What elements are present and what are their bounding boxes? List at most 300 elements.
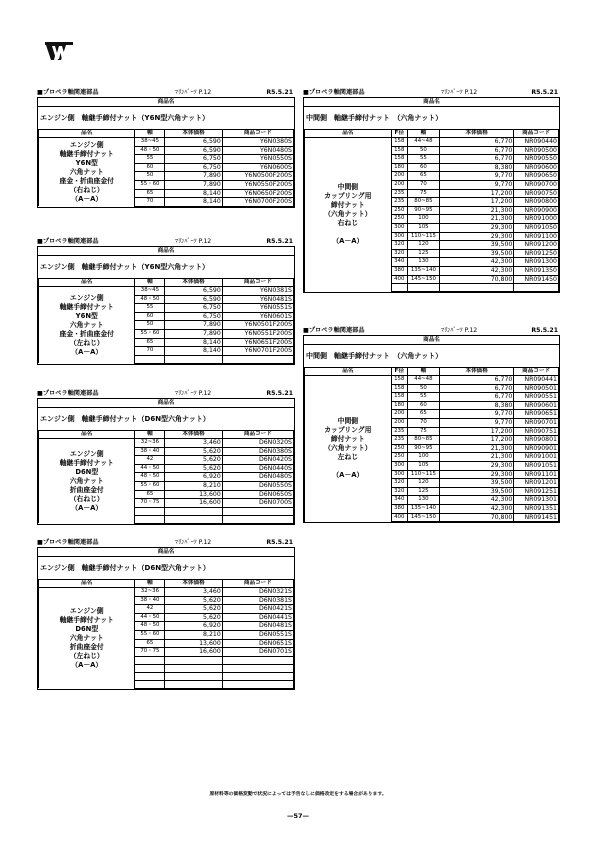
price-cell: 8,140 <box>165 347 222 356</box>
product-code-cell: NR090801 <box>514 436 559 445</box>
flange-diameter-cell: 400 <box>391 513 407 522</box>
shaft-size-cell: 130 <box>407 258 439 267</box>
shaft-size-cell: 44~48 <box>407 376 439 385</box>
item-name-line: カップリング用 <box>324 192 372 201</box>
price-cell: 6,590 <box>165 146 222 155</box>
product-code-cell: NR090600 <box>514 163 559 172</box>
product-code-cell: NR091350 <box>514 266 559 275</box>
product-code-cell: NR090441 <box>514 376 559 385</box>
empty-cell <box>135 664 165 672</box>
column-header: 本体価格 <box>165 580 222 588</box>
section-title: ■プロペラ軸関連部品 <box>37 539 99 546</box>
column-header: 本体価格 <box>165 431 222 439</box>
price-cell: 3,460 <box>165 588 222 597</box>
shaft-size-cell: 55 <box>135 304 165 313</box>
column-header: 商品コード <box>222 279 293 287</box>
item-name-line: （六角ナット） <box>324 444 372 453</box>
shaft-size-cell: 38~45 <box>135 287 165 296</box>
product-code-cell: D6N0380S <box>222 447 293 456</box>
price-cell: 7,890 <box>165 180 222 189</box>
shaft-size-cell: 50 <box>135 321 165 330</box>
item-name-line: D6N型 <box>75 624 99 633</box>
product-title: エンジン側 軸継手締付ナット（D6N型六角ナット） <box>38 408 294 431</box>
price-cell: 9,770 <box>440 180 514 189</box>
empty-cell <box>222 515 293 523</box>
price-cell: 6,750 <box>165 155 222 164</box>
price-cell: 9,770 <box>440 410 514 419</box>
shaft-size-cell: 105 <box>407 461 439 470</box>
price-cell: 6,770 <box>440 146 514 155</box>
item-name-line: （A－A） <box>332 471 364 480</box>
price-table <box>304 368 559 522</box>
table-header-row <box>305 130 559 138</box>
block-header <box>37 88 295 98</box>
section-title: ■プロペラ軸関連部品 <box>303 89 365 96</box>
item-name-line: 軸継手締付ナット <box>59 302 114 311</box>
shaft-size-cell: 50 <box>135 172 165 181</box>
empty-cell <box>222 355 293 363</box>
item-name-line: 六角ナット <box>69 167 104 176</box>
shaft-size-cell: 105 <box>407 223 439 232</box>
shaft-size-cell: 38~45 <box>135 138 165 147</box>
item-name-line: 六角ナット <box>69 320 104 329</box>
empty-cell <box>222 664 293 672</box>
column-header: 軸 <box>135 431 165 439</box>
product-code-cell: D6N0381S <box>222 596 293 605</box>
shaft-size-cell: 120 <box>407 241 439 250</box>
empty-cell <box>135 507 165 515</box>
shaft-size-cell: 110~115 <box>407 232 439 241</box>
product-code-cell: D6N0550S <box>222 481 293 490</box>
shaft-size-cell: 130 <box>407 496 439 505</box>
price-cell: 6,770 <box>440 138 514 147</box>
product-code-cell: NR090500 <box>514 146 559 155</box>
item-name-line <box>306 228 390 237</box>
table-row <box>39 287 294 296</box>
shaft-size-cell: 50 <box>407 146 439 155</box>
product-code-cell: NR091301 <box>514 496 559 505</box>
flange-diameter-cell: 250 <box>391 453 407 462</box>
product-code-cell: Y6N0501F200S <box>222 321 293 330</box>
price-cell: 9,770 <box>440 172 514 181</box>
column-header: 品名 <box>39 130 135 138</box>
shaft-size-cell: 60 <box>407 401 439 410</box>
table-row <box>305 376 559 385</box>
section-title: ■プロペラ軸関連部品 <box>37 238 99 245</box>
empty-cell <box>135 656 165 664</box>
block-body <box>37 548 295 690</box>
column-header: 商品コード <box>514 130 559 138</box>
column-header: 品名 <box>39 580 135 588</box>
product-code-cell: Y6N0551F200S <box>222 329 293 338</box>
price-block <box>303 326 560 523</box>
item-name-line: （右ねじ） <box>69 185 104 194</box>
item-name-cell <box>305 138 392 292</box>
price-cell: 29,300 <box>440 232 514 241</box>
item-name-line: （A－A） <box>71 503 103 512</box>
product-code-cell: NR090651 <box>514 410 559 419</box>
price-cell: 42,300 <box>440 496 514 505</box>
empty-cell <box>135 355 165 363</box>
price-cell: 6,770 <box>440 384 514 393</box>
flange-diameter-cell: 300 <box>391 461 407 470</box>
shaft-size-cell: 32~36 <box>135 439 165 448</box>
price-cell: 17,200 <box>440 436 514 445</box>
product-code-cell: Y6N0700F200S <box>222 198 293 207</box>
shaft-size-cell: 48・50 <box>135 295 165 304</box>
empty-cell <box>391 284 407 292</box>
empty-cell <box>222 680 293 688</box>
product-code-cell: Y6N0701F200S <box>222 347 293 356</box>
shaft-size-cell: 55 <box>135 155 165 164</box>
price-cell: 8,380 <box>440 401 514 410</box>
section-title: ■プロペラ軸関連部品 <box>303 327 365 334</box>
price-cell: 6,590 <box>165 138 222 147</box>
shaft-size-cell: 90~95 <box>407 444 439 453</box>
flange-diameter-cell: 158 <box>391 146 407 155</box>
product-code-cell: Y6N0381S <box>222 287 293 296</box>
block-header <box>37 237 295 247</box>
price-cell: 6,750 <box>165 304 222 313</box>
price-cell: 42,300 <box>440 266 514 275</box>
price-block <box>37 389 295 525</box>
shaft-size-cell: 75 <box>407 427 439 436</box>
price-cell: 29,300 <box>440 470 514 479</box>
price-date: R5.5.21 <box>266 238 293 245</box>
product-code-cell: D6N0321S <box>222 588 293 597</box>
shaft-size-cell: 50 <box>407 384 439 393</box>
item-name-line: 折曲座金付 <box>69 642 104 651</box>
price-cell: 8,140 <box>165 338 222 347</box>
shaft-size-cell: 75 <box>407 189 439 198</box>
price-date: R5.5.21 <box>531 327 558 334</box>
item-name-line <box>306 462 390 471</box>
product-title: エンジン側 軸継手締付ナット（Y6N型六角ナット） <box>38 256 294 279</box>
company-logo-icon <box>44 40 74 62</box>
price-cell: 5,620 <box>165 456 222 465</box>
empty-cell <box>514 284 559 292</box>
empty-cell <box>222 656 293 664</box>
item-name-line: Y6N型 <box>75 158 98 167</box>
column-header: 軸 <box>135 580 165 588</box>
price-block <box>37 538 295 690</box>
price-cell: 5,620 <box>165 613 222 622</box>
shaft-size-cell: 42 <box>135 456 165 465</box>
flange-diameter-cell: 400 <box>391 275 407 284</box>
empty-cell <box>222 672 293 680</box>
product-code-cell: Y6N0500F200S <box>222 172 293 181</box>
price-block <box>303 88 560 293</box>
price-cell: 39,500 <box>440 241 514 250</box>
product-code-cell: D6N0420S <box>222 456 293 465</box>
table-header-row <box>39 580 294 588</box>
product-code-cell: NR091051 <box>514 461 559 470</box>
table-row <box>39 588 294 597</box>
column-header: F径 <box>391 368 407 376</box>
empty-cell <box>222 507 293 515</box>
shaft-size-cell: 65 <box>135 338 165 347</box>
column-header: 軸 <box>135 130 165 138</box>
price-cell: 5,620 <box>165 605 222 614</box>
product-code-cell: NR090650 <box>514 172 559 181</box>
product-code-cell: NR090440 <box>514 138 559 147</box>
block-body <box>303 336 560 523</box>
shaft-size-cell: 55・60 <box>135 630 165 639</box>
product-code-cell: Y6N0481S <box>222 295 293 304</box>
shaft-size-cell: 70・75 <box>135 648 165 657</box>
price-cell: 6,920 <box>165 622 222 631</box>
product-code-cell: Y6N0380S <box>222 138 293 147</box>
shaft-size-cell: 38・40 <box>135 447 165 456</box>
column-header: 本体価格 <box>440 130 514 138</box>
empty-cell <box>135 672 165 680</box>
item-name-cell <box>39 138 135 207</box>
section-title: ■プロペラ軸関連部品 <box>37 89 99 96</box>
item-name-line: （左ねじ） <box>69 338 104 347</box>
shaft-size-cell: 90~95 <box>407 206 439 215</box>
empty-cell <box>407 284 439 292</box>
price-table <box>38 580 294 689</box>
price-table <box>38 431 294 524</box>
product-code-cell: Y6N0550F200S <box>222 180 293 189</box>
item-name-line: エンジン側 <box>69 606 104 615</box>
shaft-size-cell: 125 <box>407 487 439 496</box>
item-name-line: 軸継手締付ナット <box>59 149 114 158</box>
price-cell: 7,890 <box>165 172 222 181</box>
table-row <box>39 138 294 147</box>
product-code-cell: Y6N0600S <box>222 163 293 172</box>
product-code-cell: NR090700 <box>514 180 559 189</box>
item-name-line: 軸継手締付ナット <box>59 615 114 624</box>
product-code-cell: Y6N0650F200S <box>222 189 293 198</box>
price-cell: 3,460 <box>165 439 222 448</box>
table-row <box>39 439 294 448</box>
product-name-heading: 商品名 <box>38 399 294 408</box>
shaft-size-cell: 55 <box>407 155 439 164</box>
price-cell: 42,300 <box>440 258 514 267</box>
column-header: 軸 <box>407 130 439 138</box>
price-block <box>37 237 295 365</box>
product-code-cell: D6N0480S <box>222 473 293 482</box>
shaft-size-cell: 70 <box>135 198 165 207</box>
table-header-row <box>305 368 559 376</box>
shaft-size-cell: 60 <box>135 312 165 321</box>
shaft-size-cell: 135~140 <box>407 504 439 513</box>
flange-diameter-cell: 180 <box>391 163 407 172</box>
item-name-line: 座金・折曲座金付 <box>59 329 114 338</box>
price-cell: 13,600 <box>165 490 222 499</box>
price-cell: 21,300 <box>440 444 514 453</box>
item-name-line: （右ねじ） <box>69 494 104 503</box>
item-name-line: （A－A） <box>71 194 103 203</box>
product-title: 中間側 軸継手締付ナット （六角ナット） <box>304 345 559 368</box>
column-header: 商品コード <box>222 431 293 439</box>
price-cell: 5,620 <box>165 447 222 456</box>
product-code-cell: NR091351 <box>514 504 559 513</box>
price-cell: 13,600 <box>165 639 222 648</box>
product-code-cell: NR091000 <box>514 215 559 224</box>
product-code-cell: NR091050 <box>514 223 559 232</box>
column-header: 本体価格 <box>165 130 222 138</box>
product-code-cell: D6N0651S <box>222 639 293 648</box>
product-name-heading: 商品名 <box>38 548 294 557</box>
product-name-heading: 商品名 <box>38 98 294 107</box>
price-cell: 6,750 <box>165 163 222 172</box>
shaft-size-cell: 80~85 <box>407 198 439 207</box>
flange-diameter-cell: 340 <box>391 258 407 267</box>
item-name-line: Y6N型 <box>75 311 98 320</box>
price-cell: 5,620 <box>165 596 222 605</box>
price-cell: 39,500 <box>440 479 514 488</box>
flange-diameter-cell: 250 <box>391 206 407 215</box>
empty-cell <box>165 507 222 515</box>
catalog-ref: ﾏﾘﾝﾊﾟｰﾂ P.12 <box>175 238 212 245</box>
price-cell: 6,770 <box>440 155 514 164</box>
item-name-line: （A－A） <box>332 237 364 246</box>
product-code-cell: Y6N0550S <box>222 155 293 164</box>
block-body <box>37 247 295 365</box>
section-title: ■プロペラ軸関連部品 <box>37 390 99 397</box>
item-name-line: 右ねじ <box>337 219 359 228</box>
product-code-cell: D6N0421S <box>222 605 293 614</box>
shaft-size-cell: 100 <box>407 453 439 462</box>
flange-diameter-cell: 300 <box>391 223 407 232</box>
flange-diameter-cell: 235 <box>391 189 407 198</box>
item-name-line: 六角ナット <box>69 633 104 642</box>
item-name-line: 座金・折曲座金付 <box>59 176 114 185</box>
price-cell: 6,590 <box>165 295 222 304</box>
footer-note: 原材料等の価格変動で状況によっては予告なしに価格改定をする場合があります。 <box>209 792 387 797</box>
shaft-size-cell: 70 <box>407 418 439 427</box>
product-name-heading: 商品名 <box>304 336 559 345</box>
empty-cell <box>165 672 222 680</box>
item-name-line: 中間側 <box>337 417 359 426</box>
shaft-size-cell: 145~150 <box>407 513 439 522</box>
product-code-cell: NR090800 <box>514 198 559 207</box>
product-code-cell: Y6N0651F200S <box>222 338 293 347</box>
shaft-size-cell: 65 <box>407 410 439 419</box>
flange-diameter-cell: 180 <box>391 401 407 410</box>
price-cell: 17,200 <box>440 189 514 198</box>
column-header: 商品コード <box>514 368 559 376</box>
price-table <box>304 130 559 292</box>
shaft-size-cell: 80~85 <box>407 436 439 445</box>
block-header <box>303 88 560 98</box>
item-name-line: 折曲座金付 <box>69 485 104 494</box>
column-header: 商品コード <box>222 130 293 138</box>
shaft-size-cell: 135~140 <box>407 266 439 275</box>
catalog-ref: ﾏﾘﾝﾊﾟｰﾂ P.12 <box>441 89 478 96</box>
product-code-cell: NR091300 <box>514 258 559 267</box>
item-name-cell <box>39 588 135 689</box>
column-header: 品名 <box>39 279 135 287</box>
item-name-line: 軸継手締付ナット <box>59 458 114 467</box>
product-code-cell: NR091200 <box>514 241 559 250</box>
shaft-size-cell: 48・50 <box>135 473 165 482</box>
product-code-cell: D6N0320S <box>222 439 293 448</box>
price-cell: 70,800 <box>440 513 514 522</box>
flange-diameter-cell: 235 <box>391 427 407 436</box>
table-header-row <box>39 431 294 439</box>
shaft-size-cell: 44・50 <box>135 613 165 622</box>
shaft-size-cell: 65 <box>135 639 165 648</box>
catalog-ref: ﾏﾘﾝﾊﾟｰﾂ P.12 <box>175 539 212 546</box>
shaft-size-cell: 44~48 <box>407 138 439 147</box>
shaft-size-cell: 48・50 <box>135 146 165 155</box>
empty-cell <box>165 515 222 523</box>
shaft-size-cell: 55・60 <box>135 180 165 189</box>
item-name-line: （六角ナット） <box>324 210 372 219</box>
price-cell: 6,770 <box>440 393 514 402</box>
column-header: 軸 <box>407 368 439 376</box>
column-header: 本体価格 <box>165 279 222 287</box>
price-cell: 8,140 <box>165 198 222 207</box>
price-cell: 39,500 <box>440 487 514 496</box>
product-code-cell: NR090601 <box>514 401 559 410</box>
column-header: 品名 <box>39 431 135 439</box>
price-cell: 16,600 <box>165 499 222 508</box>
price-block <box>37 88 295 208</box>
flange-diameter-cell: 158 <box>391 384 407 393</box>
item-name-line: カップリング用 <box>324 426 372 435</box>
flange-diameter-cell: 320 <box>391 479 407 488</box>
flange-diameter-cell: 320 <box>391 249 407 258</box>
product-code-cell: NR091101 <box>514 470 559 479</box>
item-name-line: 中間側 <box>337 183 359 192</box>
shaft-size-cell: 55 <box>407 393 439 402</box>
price-cell: 8,210 <box>165 630 222 639</box>
price-cell: 17,200 <box>440 198 514 207</box>
shaft-size-cell: 145~150 <box>407 275 439 284</box>
shaft-size-cell: 55・60 <box>135 481 165 490</box>
table-row <box>305 138 559 147</box>
price-date: R5.5.21 <box>266 89 293 96</box>
shaft-size-cell: 65 <box>407 172 439 181</box>
price-cell: 6,750 <box>165 312 222 321</box>
flange-diameter-cell: 158 <box>391 393 407 402</box>
flange-diameter-cell: 250 <box>391 444 407 453</box>
price-cell: 7,890 <box>165 329 222 338</box>
price-cell: 17,200 <box>440 427 514 436</box>
catalog-ref: ﾏﾘﾝﾊﾟｰﾂ P.12 <box>441 327 478 334</box>
item-name-line: （左ねじ） <box>69 651 104 660</box>
catalog-ref: ﾏﾘﾝﾊﾟｰﾂ P.12 <box>175 390 212 397</box>
product-code-cell: NR090751 <box>514 427 559 436</box>
product-code-cell: NR090501 <box>514 384 559 393</box>
product-code-cell: NR091250 <box>514 249 559 258</box>
empty-cell <box>165 656 222 664</box>
block-body <box>303 98 560 293</box>
shaft-size-cell: 65 <box>135 490 165 499</box>
product-code-cell: D6N0700S <box>222 499 293 508</box>
flange-diameter-cell: 200 <box>391 172 407 181</box>
product-code-cell: D6N0441S <box>222 613 293 622</box>
product-code-cell: NR090550 <box>514 155 559 164</box>
block-header <box>37 538 295 548</box>
price-cell: 8,140 <box>165 189 222 198</box>
price-table <box>38 279 294 364</box>
price-cell: 5,620 <box>165 464 222 473</box>
item-name-line: D6N型 <box>75 467 99 476</box>
empty-cell <box>135 680 165 688</box>
shaft-size-cell: 65 <box>135 189 165 198</box>
block-header <box>303 326 560 336</box>
product-code-cell: NR091001 <box>514 453 559 462</box>
column-header: F径 <box>391 130 407 138</box>
shaft-size-cell: 110~115 <box>407 470 439 479</box>
item-name-line: （A－A） <box>71 347 103 356</box>
flange-diameter-cell: 380 <box>391 266 407 275</box>
